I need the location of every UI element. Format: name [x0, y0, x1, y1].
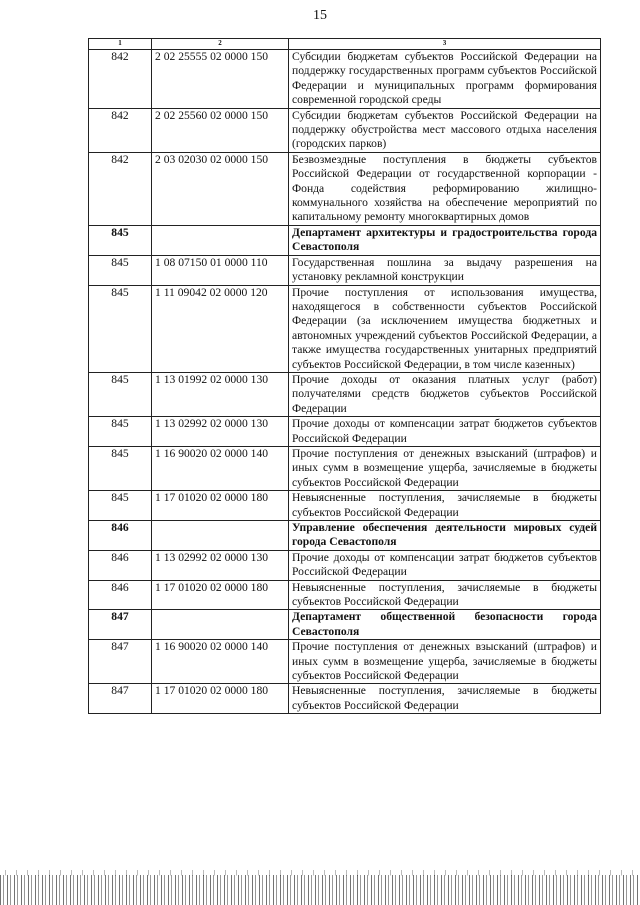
revenue-code-cell: 1 17 01020 02 0000 180	[152, 491, 289, 521]
admin-code-cell: 842	[89, 152, 152, 225]
admin-code-cell: 846	[89, 521, 152, 551]
admin-code-cell: 842	[89, 50, 152, 109]
department-row	[89, 521, 601, 551]
description-cell: Государственная пошлина за выдачу разрешения на установку рекламной конструкции	[289, 255, 601, 285]
column-header-3: 3	[289, 39, 601, 50]
revenue-code-cell: 1 13 02992 02 0000 130	[152, 417, 289, 447]
revenue-code-cell	[152, 521, 289, 551]
admin-code-cell: 847	[89, 684, 152, 714]
admin-code-cell: 842	[89, 108, 152, 152]
admin-code-cell: 846	[89, 580, 152, 610]
description-cell: Субсидии бюджетам субъектов Российской Федерации на поддержку обустройства мест массового отдыха населения (городских парков)	[289, 108, 601, 152]
revenue-code-cell: 1 16 90020 02 0000 140	[152, 446, 289, 490]
admin-code-cell: 845	[89, 491, 152, 521]
column-header-1: 1	[89, 39, 152, 50]
description-cell: Невыясненные поступления, зачисляемые в бюджеты субъектов Российской Федерации	[289, 684, 601, 714]
description-cell: Управление обеспечения деятельности мировых судей города Севастополя	[289, 521, 601, 551]
admin-code-cell: 845	[89, 225, 152, 255]
scan-artifact-band	[0, 875, 640, 905]
page-number: 15	[313, 8, 327, 23]
admin-code-cell: 846	[89, 550, 152, 580]
description-cell: Невыясненные поступления, зачисляемые в бюджеты субъектов Российской Федерации	[289, 580, 601, 610]
revenue-code-cell: 1 16 90020 02 0000 140	[152, 640, 289, 684]
revenue-code-cell: 1 13 01992 02 0000 130	[152, 372, 289, 416]
admin-code-cell: 845	[89, 255, 152, 285]
table-row	[89, 491, 601, 521]
revenue-code-cell: 1 08 07150 01 0000 110	[152, 255, 289, 285]
description-cell: Прочие поступления от денежных взысканий (штрафов) и иных сумм в возмещение ущерба, зачисляемые в бюджеты субъектов Российской Федерации	[289, 640, 601, 684]
description-cell: Департамент общественной безопасности города Севастополя	[289, 610, 601, 640]
revenue-code-cell: 1 13 02992 02 0000 130	[152, 550, 289, 580]
description-cell: Прочие поступления от использования имущества, находящегося в собственности субъектов Российской Федерации (за исключением имущества бюджетных и автономных учреждений субъектов Российской Федерации, а также имущества государственных унитарных предприятий субъектов Российской Федерации, в том числе казенных)	[289, 285, 601, 372]
table-row	[89, 50, 601, 109]
revenue-code-cell: 2 02 25560 02 0000 150	[152, 108, 289, 152]
table-header-row	[89, 39, 601, 50]
admin-code-cell: 845	[89, 417, 152, 447]
table-row	[89, 372, 601, 416]
admin-code-cell: 845	[89, 446, 152, 490]
admin-code-cell: 845	[89, 372, 152, 416]
table-row	[89, 580, 601, 610]
admin-code-cell: 845	[89, 285, 152, 372]
table-row	[89, 255, 601, 285]
description-cell: Субсидии бюджетам субъектов Российской Федерации на поддержку государственных программ субъектов Российской Федерации и муниципальных программ формирования современной городской среды	[289, 50, 601, 109]
revenue-code-cell: 2 03 02030 02 0000 150	[152, 152, 289, 225]
admin-code-cell: 847	[89, 610, 152, 640]
budget-revenue-table	[88, 38, 601, 714]
table-row	[89, 152, 601, 225]
table-row	[89, 550, 601, 580]
column-header-2: 2	[152, 39, 289, 50]
revenue-code-cell: 1 17 01020 02 0000 180	[152, 684, 289, 714]
revenue-code-cell: 1 17 01020 02 0000 180	[152, 580, 289, 610]
description-cell: Департамент архитектуры и градостроительства города Севастополя	[289, 225, 601, 255]
description-cell: Прочие поступления от денежных взысканий (штрафов) и иных сумм в возмещение ущерба, зачисляемые в бюджеты субъектов Российской Федерации	[289, 446, 601, 490]
table-row	[89, 684, 601, 714]
table-row	[89, 640, 601, 684]
description-cell: Прочие доходы от оказания платных услуг (работ) получателями средств бюджетов субъектов Российской Федерации	[289, 372, 601, 416]
description-cell: Прочие доходы от компенсации затрат бюджетов субъектов Российской Федерации	[289, 417, 601, 447]
department-row	[89, 610, 601, 640]
table-row	[89, 285, 601, 372]
table-row	[89, 108, 601, 152]
admin-code-cell: 847	[89, 640, 152, 684]
table-row	[89, 446, 601, 490]
table-row	[89, 417, 601, 447]
description-cell: Безвозмездные поступления в бюджеты субъектов Российской Федерации от государственной корпорации - Фонда содействия реформированию жилищно-коммунального хозяйства на обеспечение мероприятий по капитальному ремонту многоквартирных домов	[289, 152, 601, 225]
revenue-code-cell	[152, 610, 289, 640]
revenue-code-cell	[152, 225, 289, 255]
description-cell: Невыясненные поступления, зачисляемые в бюджеты субъектов Российской Федерации	[289, 491, 601, 521]
revenue-code-cell: 2 02 25555 02 0000 150	[152, 50, 289, 109]
description-cell: Прочие доходы от компенсации затрат бюджетов субъектов Российской Федерации	[289, 550, 601, 580]
department-row	[89, 225, 601, 255]
revenue-code-cell: 1 11 09042 02 0000 120	[152, 285, 289, 372]
